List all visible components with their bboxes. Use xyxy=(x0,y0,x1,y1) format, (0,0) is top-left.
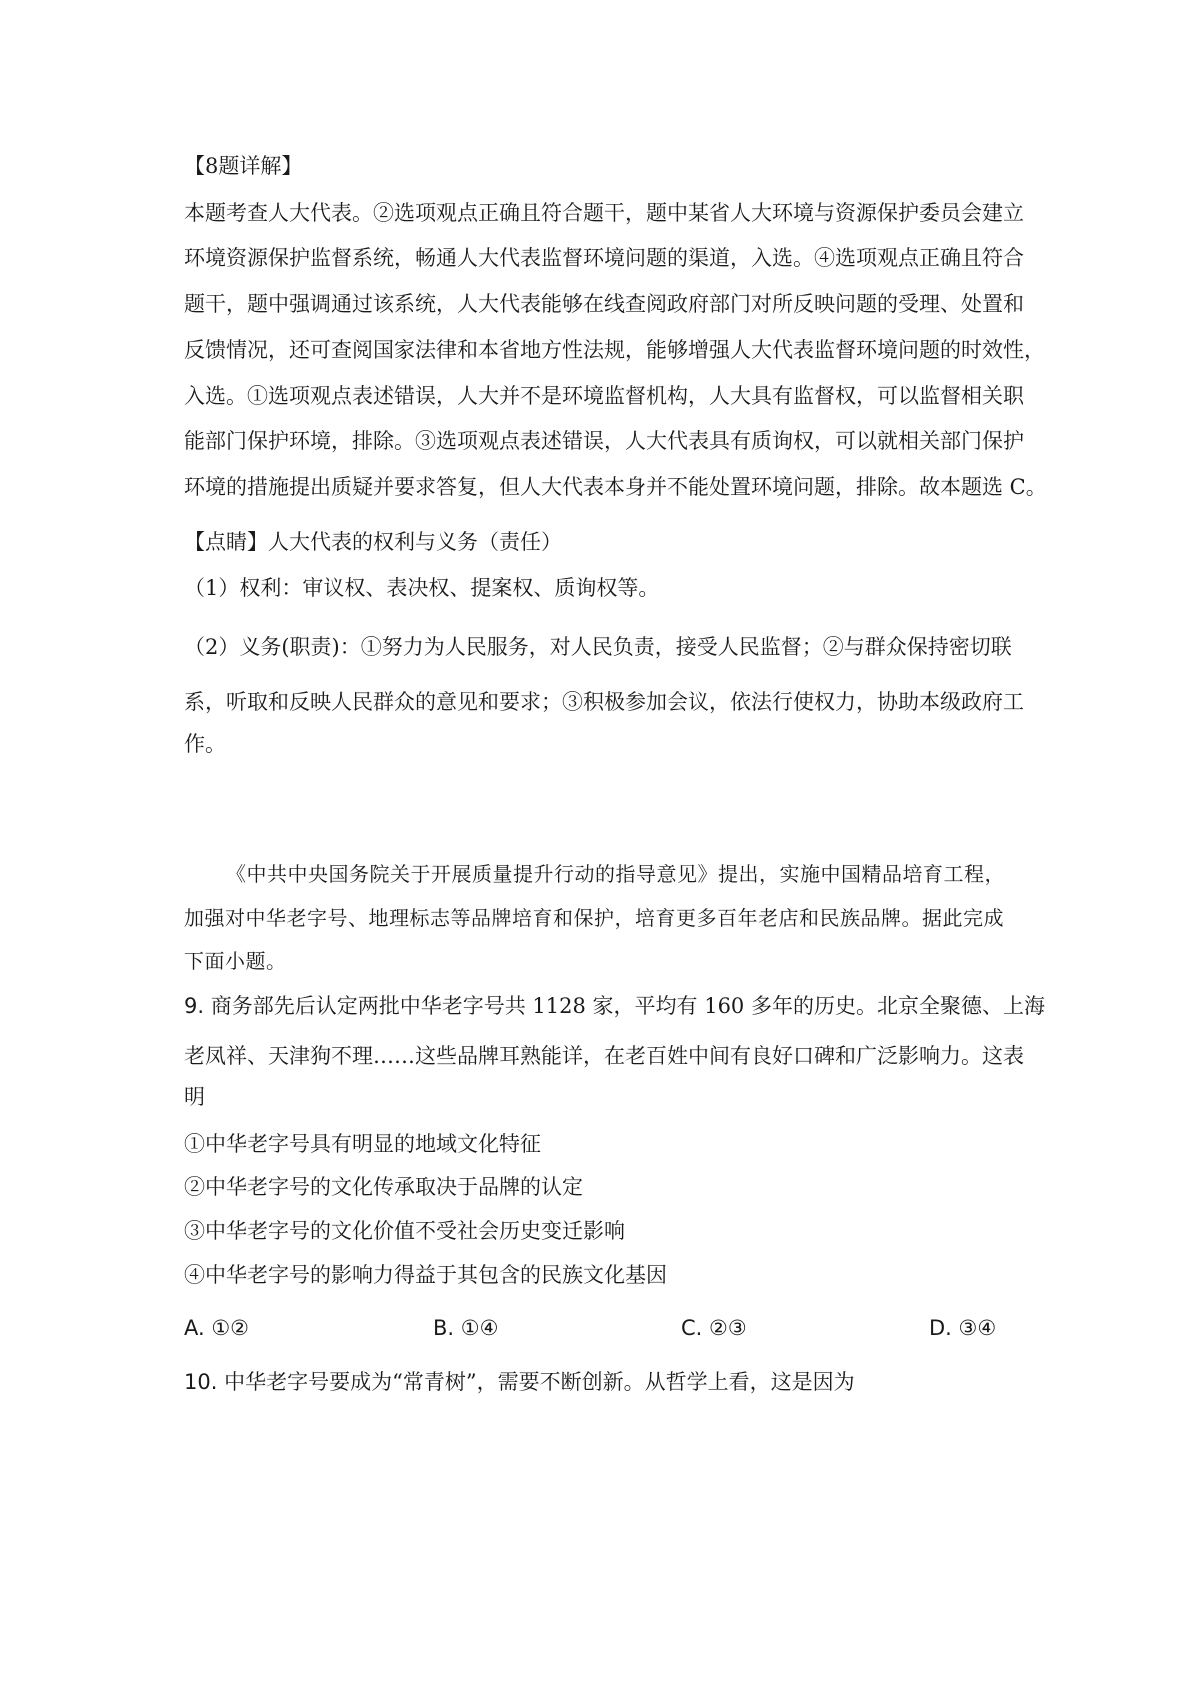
q9-stem-line: 明 xyxy=(184,1085,205,1109)
option-letter: A. xyxy=(184,1316,205,1340)
option-text: ②③ xyxy=(709,1316,747,1340)
q9-stem-text: 商务部先后认定两批中华老字号共 1128 家，平均有 160 多年的历史。北京全聚德、上海 xyxy=(210,994,1045,1018)
q8-tip-line: （1）权利：审议权、表决权、提案权、质询权等。 xyxy=(184,576,660,600)
q8-tip-line: 系，听取和反映人民群众的意见和要求；③积极参加会议，依法行使权力，协助本级政府工 xyxy=(184,690,1024,714)
material-line: 《中共中央国务院关于开展质量提升行动的指导意见》提出，实施中国精品培育工程， xyxy=(226,862,1005,886)
q8-tip-header: 【点睛】人大代表的权利与义务（责任） xyxy=(184,530,562,554)
q9-stem-line xyxy=(184,991,1045,1021)
option-letter: B. xyxy=(433,1316,455,1340)
q8-tip-line: （2）义务(职责)：①努力为人民服务，对人民负责，接受人民监督；②与群众保持密切联 xyxy=(184,635,1012,659)
q9-statement: ①中华老字号具有明显的地域文化特征 xyxy=(184,1132,541,1156)
q9-statement: ④中华老字号的影响力得益于其包含的民族文化基因 xyxy=(184,1263,667,1287)
q8-explanation-line: 环境的措施提出质疑并要求答复，但人大代表本身并不能处置环境问题，排除。故本题选 C。 xyxy=(184,475,1047,499)
option-text: ①④ xyxy=(460,1316,499,1340)
q9-number: 9. xyxy=(184,994,205,1018)
q9-option-c[interactable] xyxy=(681,1313,747,1343)
q8-tip-line: 作。 xyxy=(184,732,226,756)
q10-stem-text: 中华老字号要成为“常青树”，需要不断创新。从哲学上看，这是因为 xyxy=(224,1370,855,1394)
q9-option-d[interactable] xyxy=(929,1313,996,1343)
option-letter: D. xyxy=(929,1316,952,1340)
q8-explanation-line: 反馈情况，还可查阅国家法律和本省地方性法规，能够增强人大代表监督环境问题的时效性， xyxy=(184,338,1045,362)
material-line: 加强对中华老字号、地理标志等品牌培育和保护，培育更多百年老店和民族品牌。据此完成 xyxy=(184,906,1004,930)
material-line: 下面小题。 xyxy=(184,949,287,973)
q8-explanation-line: 入选。①选项观点表述错误，人大并不是环境监督机构，人大具有监督权，可以监督相关职 xyxy=(184,384,1024,408)
q8-explanation-line: 本题考查人大代表。②选项观点正确且符合题干，题中某省人大环境与资源保护委员会建立 xyxy=(184,201,1024,225)
q9-stem-line: 老凤祥、天津狗不理……这些品牌耳熟能详，在老百姓中间有良好口碑和广泛影响力。这表 xyxy=(184,1044,1024,1068)
q8-explanation-line: 能部门保护环境，排除。③选项观点表述错误，人大代表具有质询权，可以就相关部门保护 xyxy=(184,429,1024,453)
q10-number: 10. xyxy=(184,1370,218,1394)
option-text: ①② xyxy=(211,1316,250,1340)
q9-option-a[interactable] xyxy=(184,1313,249,1343)
q8-explanation-line: 题干，题中强调通过该系统，人大代表能够在线查阅政府部门对所反映问题的受理、处置和 xyxy=(184,292,1024,316)
option-text: ③④ xyxy=(958,1316,997,1340)
q8-explanation-line: 环境资源保护监督系统，畅通人大代表监督环境问题的渠道，入选。④选项观点正确且符合 xyxy=(184,246,1024,270)
q9-statement: ②中华老字号的文化传承取决于品牌的认定 xyxy=(184,1175,583,1199)
q9-option-b[interactable] xyxy=(433,1313,498,1343)
option-letter: C. xyxy=(681,1316,703,1340)
q10-stem-line xyxy=(184,1367,1034,1397)
q9-statement: ③中华老字号的文化价值不受社会历史变迁影响 xyxy=(184,1219,625,1243)
q8-header: 【8题详解】 xyxy=(184,154,303,178)
